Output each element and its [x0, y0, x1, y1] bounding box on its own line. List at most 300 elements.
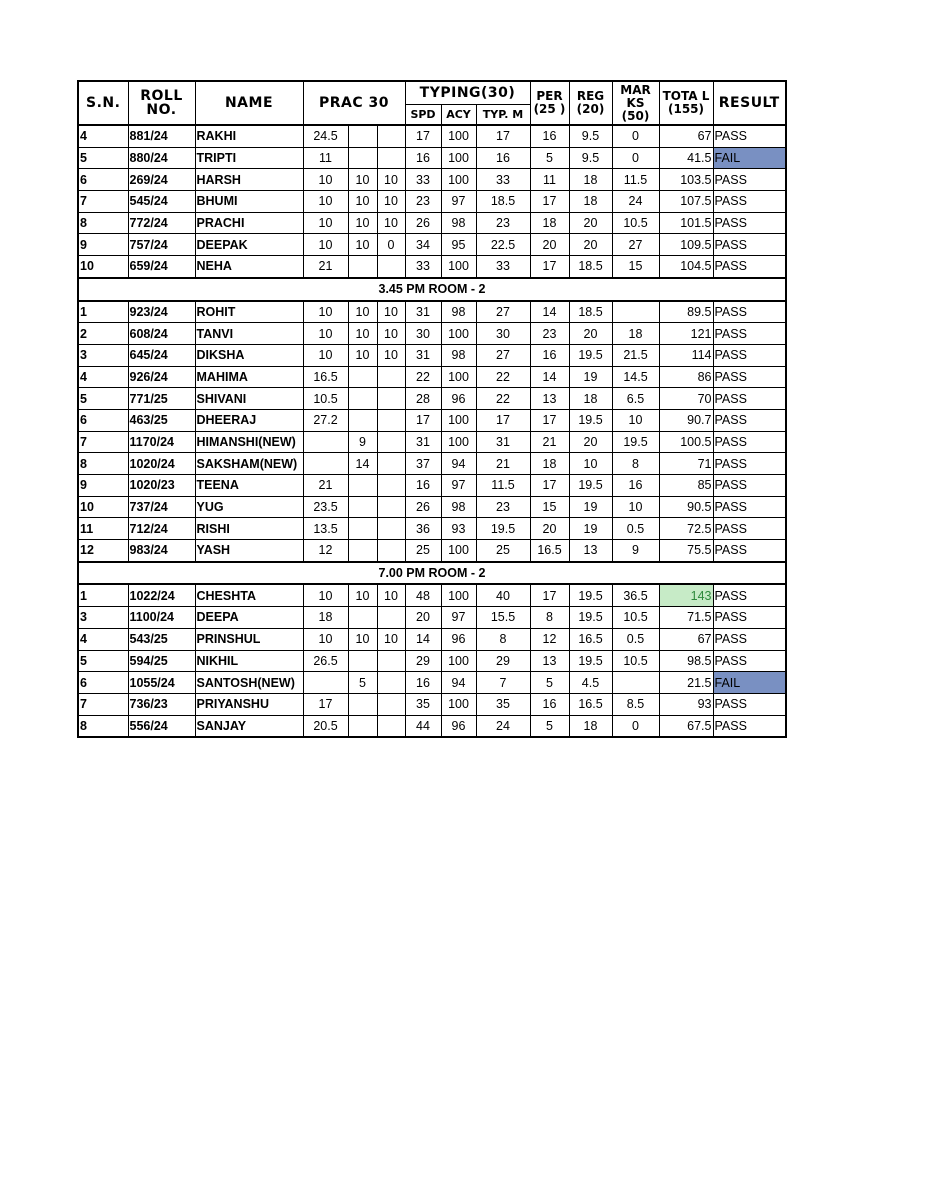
table-row — [78, 540, 786, 562]
table-row — [78, 323, 786, 345]
cell-per: 18 — [530, 453, 569, 475]
cell-typm: 22 — [476, 366, 530, 388]
cell-sn: 6 — [78, 169, 128, 191]
cell-spd: 20 — [405, 607, 441, 629]
cell-p1: 13.5 — [303, 518, 348, 540]
cell-acy: 100 — [441, 256, 476, 278]
cell-p2: 10 — [348, 323, 377, 345]
cell-spd: 31 — [405, 301, 441, 323]
cell-sn: 5 — [78, 388, 128, 410]
table-row — [78, 234, 786, 256]
cell-acy: 100 — [441, 693, 476, 715]
cell-typm: 22.5 — [476, 234, 530, 256]
cell-name: YUG — [195, 496, 303, 518]
cell-roll: 737/24 — [128, 496, 195, 518]
cell-acy: 96 — [441, 388, 476, 410]
cell-reg: 20 — [569, 431, 612, 453]
cell-spd: 16 — [405, 147, 441, 169]
cell-p3: 10 — [377, 628, 405, 650]
cell-marks — [612, 301, 659, 323]
cell-p1: 12 — [303, 540, 348, 562]
cell-p3 — [377, 431, 405, 453]
cell-total: 114 — [659, 344, 713, 366]
table-row — [78, 256, 786, 278]
cell-p1: 17 — [303, 693, 348, 715]
cell-reg: 10 — [569, 453, 612, 475]
cell-per: 17 — [530, 475, 569, 497]
table-row — [78, 628, 786, 650]
cell-spd: 35 — [405, 693, 441, 715]
header-total: TOTA L (155) — [659, 81, 713, 125]
cell-acy: 97 — [441, 607, 476, 629]
cell-name: ROHIT — [195, 301, 303, 323]
cell-result: PASS — [713, 125, 786, 147]
cell-marks: 8.5 — [612, 693, 659, 715]
cell-total: 72.5 — [659, 518, 713, 540]
cell-acy: 100 — [441, 147, 476, 169]
cell-typm: 33 — [476, 169, 530, 191]
cell-total: 67 — [659, 125, 713, 147]
cell-p1: 18 — [303, 607, 348, 629]
cell-reg: 19 — [569, 366, 612, 388]
cell-roll: 1100/24 — [128, 607, 195, 629]
cell-total: 101.5 — [659, 212, 713, 234]
cell-roll: 608/24 — [128, 323, 195, 345]
table-row — [78, 607, 786, 629]
table-row — [78, 388, 786, 410]
cell-p3 — [377, 147, 405, 169]
cell-acy: 100 — [441, 323, 476, 345]
cell-p3 — [377, 256, 405, 278]
cell-p3 — [377, 125, 405, 147]
cell-p1: 20.5 — [303, 715, 348, 737]
cell-spd: 33 — [405, 169, 441, 191]
cell-roll: 772/24 — [128, 212, 195, 234]
cell-acy: 97 — [441, 191, 476, 213]
cell-sn: 8 — [78, 715, 128, 737]
cell-sn: 9 — [78, 475, 128, 497]
cell-result: PASS — [713, 256, 786, 278]
cell-total: 90.5 — [659, 496, 713, 518]
cell-spd: 26 — [405, 212, 441, 234]
cell-result: PASS — [713, 323, 786, 345]
cell-typm: 30 — [476, 323, 530, 345]
cell-reg: 19.5 — [569, 650, 612, 672]
cell-per: 5 — [530, 672, 569, 694]
cell-typm: 18.5 — [476, 191, 530, 213]
cell-name: SANJAY — [195, 715, 303, 737]
cell-total: 71.5 — [659, 607, 713, 629]
cell-result: PASS — [713, 607, 786, 629]
cell-p1 — [303, 672, 348, 694]
cell-p3 — [377, 672, 405, 694]
cell-p3: 0 — [377, 234, 405, 256]
cell-result: PASS — [713, 453, 786, 475]
cell-p1 — [303, 453, 348, 475]
cell-result: PASS — [713, 234, 786, 256]
cell-p3: 10 — [377, 584, 405, 606]
cell-p3 — [377, 540, 405, 562]
cell-p2: 10 — [348, 191, 377, 213]
table-row — [78, 453, 786, 475]
cell-roll: 771/25 — [128, 388, 195, 410]
cell-sn: 7 — [78, 431, 128, 453]
cell-roll: 659/24 — [128, 256, 195, 278]
cell-reg: 19.5 — [569, 607, 612, 629]
cell-result: PASS — [713, 431, 786, 453]
cell-per: 17 — [530, 191, 569, 213]
cell-name: YASH — [195, 540, 303, 562]
cell-typm: 29 — [476, 650, 530, 672]
cell-marks: 0.5 — [612, 628, 659, 650]
cell-p1: 10 — [303, 191, 348, 213]
cell-per: 15 — [530, 496, 569, 518]
cell-reg: 13 — [569, 540, 612, 562]
table-row — [78, 301, 786, 323]
cell-name: TEENA — [195, 475, 303, 497]
cell-p1: 21 — [303, 475, 348, 497]
cell-p2: 10 — [348, 301, 377, 323]
cell-total: 71 — [659, 453, 713, 475]
cell-total: 109.5 — [659, 234, 713, 256]
cell-spd: 31 — [405, 431, 441, 453]
cell-sn: 6 — [78, 672, 128, 694]
cell-per: 18 — [530, 212, 569, 234]
cell-result: PASS — [713, 628, 786, 650]
cell-sn: 4 — [78, 125, 128, 147]
cell-marks: 21.5 — [612, 344, 659, 366]
cell-acy: 98 — [441, 496, 476, 518]
cell-reg: 19.5 — [569, 584, 612, 606]
cell-p2 — [348, 256, 377, 278]
cell-p3 — [377, 388, 405, 410]
cell-sn: 4 — [78, 366, 128, 388]
cell-p3: 10 — [377, 301, 405, 323]
cell-p3 — [377, 409, 405, 431]
cell-p1: 16.5 — [303, 366, 348, 388]
cell-p1: 10 — [303, 301, 348, 323]
cell-spd: 36 — [405, 518, 441, 540]
cell-marks: 36.5 — [612, 584, 659, 606]
cell-name: SANTOSH(NEW) — [195, 672, 303, 694]
cell-total: 143 — [659, 584, 713, 606]
cell-p3 — [377, 366, 405, 388]
cell-name: SAKSHAM(NEW) — [195, 453, 303, 475]
cell-roll: 269/24 — [128, 169, 195, 191]
cell-spd: 37 — [405, 453, 441, 475]
cell-reg: 18.5 — [569, 256, 612, 278]
cell-reg: 20 — [569, 323, 612, 345]
cell-spd: 14 — [405, 628, 441, 650]
cell-total: 121 — [659, 323, 713, 345]
cell-sn: 6 — [78, 409, 128, 431]
cell-marks: 24 — [612, 191, 659, 213]
cell-name: NIKHIL — [195, 650, 303, 672]
cell-marks: 10.5 — [612, 650, 659, 672]
cell-acy: 100 — [441, 409, 476, 431]
cell-result: PASS — [713, 496, 786, 518]
cell-p1: 10 — [303, 628, 348, 650]
cell-acy: 100 — [441, 169, 476, 191]
cell-p2: 14 — [348, 453, 377, 475]
section-heading: 3.45 PM ROOM - 2 — [78, 278, 786, 301]
cell-spd: 16 — [405, 672, 441, 694]
cell-p1: 10 — [303, 212, 348, 234]
cell-typm: 17 — [476, 125, 530, 147]
cell-reg: 9.5 — [569, 147, 612, 169]
cell-per: 11 — [530, 169, 569, 191]
cell-name: RAKHI — [195, 125, 303, 147]
cell-result: PASS — [713, 191, 786, 213]
cell-roll: 757/24 — [128, 234, 195, 256]
cell-reg: 18 — [569, 169, 612, 191]
cell-per: 17 — [530, 409, 569, 431]
cell-typm: 40 — [476, 584, 530, 606]
section-heading-row — [78, 562, 786, 585]
cell-name: PRINSHUL — [195, 628, 303, 650]
cell-typm: 24 — [476, 715, 530, 737]
table-row — [78, 409, 786, 431]
table-row — [78, 475, 786, 497]
cell-p2 — [348, 518, 377, 540]
cell-sn: 4 — [78, 628, 128, 650]
cell-reg: 4.5 — [569, 672, 612, 694]
cell-spd: 31 — [405, 344, 441, 366]
cell-sn: 7 — [78, 693, 128, 715]
cell-p2 — [348, 607, 377, 629]
cell-total: 107.5 — [659, 191, 713, 213]
cell-typm: 27 — [476, 344, 530, 366]
cell-per: 21 — [530, 431, 569, 453]
header-typing: TYPING(30) — [405, 81, 530, 105]
cell-roll: 543/25 — [128, 628, 195, 650]
cell-p2 — [348, 409, 377, 431]
cell-acy: 93 — [441, 518, 476, 540]
cell-p1: 10.5 — [303, 388, 348, 410]
cell-marks: 0 — [612, 147, 659, 169]
cell-total: 41.5 — [659, 147, 713, 169]
section-heading: 7.00 PM ROOM - 2 — [78, 562, 786, 585]
cell-reg: 20 — [569, 212, 612, 234]
cell-typm: 23 — [476, 212, 530, 234]
cell-per: 20 — [530, 234, 569, 256]
cell-result: PASS — [713, 409, 786, 431]
cell-total: 90.7 — [659, 409, 713, 431]
cell-result: PASS — [713, 344, 786, 366]
cell-name: NEHA — [195, 256, 303, 278]
cell-p1: 26.5 — [303, 650, 348, 672]
cell-per: 16.5 — [530, 540, 569, 562]
cell-name: MAHIMA — [195, 366, 303, 388]
cell-total: 70 — [659, 388, 713, 410]
cell-p1: 24.5 — [303, 125, 348, 147]
header-result: RESULT — [713, 81, 786, 125]
cell-marks: 10.5 — [612, 212, 659, 234]
table-row — [78, 212, 786, 234]
cell-p1: 10 — [303, 234, 348, 256]
cell-sn: 5 — [78, 650, 128, 672]
table-row — [78, 672, 786, 694]
cell-total: 93 — [659, 693, 713, 715]
cell-reg: 9.5 — [569, 125, 612, 147]
cell-reg: 19.5 — [569, 409, 612, 431]
result-sheet-table — [77, 80, 787, 738]
cell-typm: 25 — [476, 540, 530, 562]
table-row — [78, 431, 786, 453]
section-heading-row — [78, 278, 786, 301]
table-row — [78, 693, 786, 715]
cell-p2: 5 — [348, 672, 377, 694]
cell-p3 — [377, 607, 405, 629]
table-row — [78, 191, 786, 213]
cell-reg: 18 — [569, 715, 612, 737]
cell-sn: 10 — [78, 496, 128, 518]
cell-roll: 594/25 — [128, 650, 195, 672]
cell-p1: 27.2 — [303, 409, 348, 431]
cell-result: PASS — [713, 540, 786, 562]
cell-sn: 8 — [78, 212, 128, 234]
cell-roll: 712/24 — [128, 518, 195, 540]
cell-marks: 27 — [612, 234, 659, 256]
cell-acy: 98 — [441, 212, 476, 234]
cell-marks: 14.5 — [612, 366, 659, 388]
header-acy: ACY — [441, 105, 476, 126]
cell-marks: 19.5 — [612, 431, 659, 453]
cell-p2 — [348, 475, 377, 497]
cell-roll: 923/24 — [128, 301, 195, 323]
cell-sn: 2 — [78, 323, 128, 345]
cell-per: 14 — [530, 366, 569, 388]
cell-result: PASS — [713, 584, 786, 606]
cell-spd: 48 — [405, 584, 441, 606]
cell-roll: 545/24 — [128, 191, 195, 213]
table-row — [78, 169, 786, 191]
cell-name: PRACHI — [195, 212, 303, 234]
cell-p1: 10 — [303, 344, 348, 366]
cell-roll: 736/23 — [128, 693, 195, 715]
cell-spd: 17 — [405, 409, 441, 431]
cell-reg: 19 — [569, 518, 612, 540]
cell-acy: 100 — [441, 650, 476, 672]
header-spd: SPD — [405, 105, 441, 126]
cell-typm: 15.5 — [476, 607, 530, 629]
cell-spd: 26 — [405, 496, 441, 518]
cell-sn: 1 — [78, 584, 128, 606]
cell-marks: 0 — [612, 715, 659, 737]
cell-name: CHESHTA — [195, 584, 303, 606]
cell-p2: 10 — [348, 169, 377, 191]
header-per: PER (25 ) — [530, 81, 569, 125]
cell-p2 — [348, 366, 377, 388]
cell-total: 86 — [659, 366, 713, 388]
cell-typm: 11.5 — [476, 475, 530, 497]
cell-per: 16 — [530, 693, 569, 715]
table-row — [78, 518, 786, 540]
cell-result: FAIL — [713, 147, 786, 169]
cell-result: FAIL — [713, 672, 786, 694]
cell-result: PASS — [713, 212, 786, 234]
table-row — [78, 650, 786, 672]
cell-result: PASS — [713, 388, 786, 410]
cell-p1: 10 — [303, 323, 348, 345]
cell-per: 5 — [530, 147, 569, 169]
cell-sn: 9 — [78, 234, 128, 256]
cell-p2 — [348, 693, 377, 715]
cell-p3: 10 — [377, 344, 405, 366]
cell-acy: 100 — [441, 431, 476, 453]
cell-result: PASS — [713, 301, 786, 323]
cell-result: PASS — [713, 518, 786, 540]
cell-p3: 10 — [377, 169, 405, 191]
cell-p2: 10 — [348, 234, 377, 256]
cell-p1: 10 — [303, 169, 348, 191]
cell-marks: 9 — [612, 540, 659, 562]
cell-marks: 0 — [612, 125, 659, 147]
cell-per: 17 — [530, 584, 569, 606]
cell-marks: 10 — [612, 496, 659, 518]
cell-per: 17 — [530, 256, 569, 278]
cell-reg: 19.5 — [569, 344, 612, 366]
cell-spd: 17 — [405, 125, 441, 147]
cell-marks: 11.5 — [612, 169, 659, 191]
cell-sn: 10 — [78, 256, 128, 278]
cell-reg: 16.5 — [569, 628, 612, 650]
cell-per: 20 — [530, 518, 569, 540]
cell-roll: 1055/24 — [128, 672, 195, 694]
cell-typm: 16 — [476, 147, 530, 169]
cell-total: 67.5 — [659, 715, 713, 737]
cell-acy: 100 — [441, 125, 476, 147]
cell-p3 — [377, 693, 405, 715]
cell-total: 89.5 — [659, 301, 713, 323]
cell-acy: 100 — [441, 540, 476, 562]
cell-typm: 22 — [476, 388, 530, 410]
cell-roll: 1022/24 — [128, 584, 195, 606]
cell-typm: 35 — [476, 693, 530, 715]
table-row — [78, 496, 786, 518]
cell-p1 — [303, 431, 348, 453]
cell-roll: 1170/24 — [128, 431, 195, 453]
cell-spd: 16 — [405, 475, 441, 497]
cell-roll: 983/24 — [128, 540, 195, 562]
cell-roll: 463/25 — [128, 409, 195, 431]
cell-marks: 10 — [612, 409, 659, 431]
table-row — [78, 366, 786, 388]
cell-marks: 6.5 — [612, 388, 659, 410]
cell-spd: 22 — [405, 366, 441, 388]
cell-marks: 10.5 — [612, 607, 659, 629]
cell-p1: 23.5 — [303, 496, 348, 518]
cell-p2 — [348, 147, 377, 169]
cell-typm: 21 — [476, 453, 530, 475]
cell-name: DHEERAJ — [195, 409, 303, 431]
cell-p3 — [377, 496, 405, 518]
cell-acy: 96 — [441, 628, 476, 650]
cell-per: 5 — [530, 715, 569, 737]
cell-typm: 7 — [476, 672, 530, 694]
cell-name: RISHI — [195, 518, 303, 540]
cell-per: 13 — [530, 650, 569, 672]
cell-result: PASS — [713, 169, 786, 191]
cell-sn: 12 — [78, 540, 128, 562]
cell-acy: 97 — [441, 475, 476, 497]
cell-marks: 18 — [612, 323, 659, 345]
cell-per: 16 — [530, 344, 569, 366]
cell-spd: 25 — [405, 540, 441, 562]
cell-p1: 10 — [303, 584, 348, 606]
cell-p2 — [348, 650, 377, 672]
cell-result: PASS — [713, 475, 786, 497]
